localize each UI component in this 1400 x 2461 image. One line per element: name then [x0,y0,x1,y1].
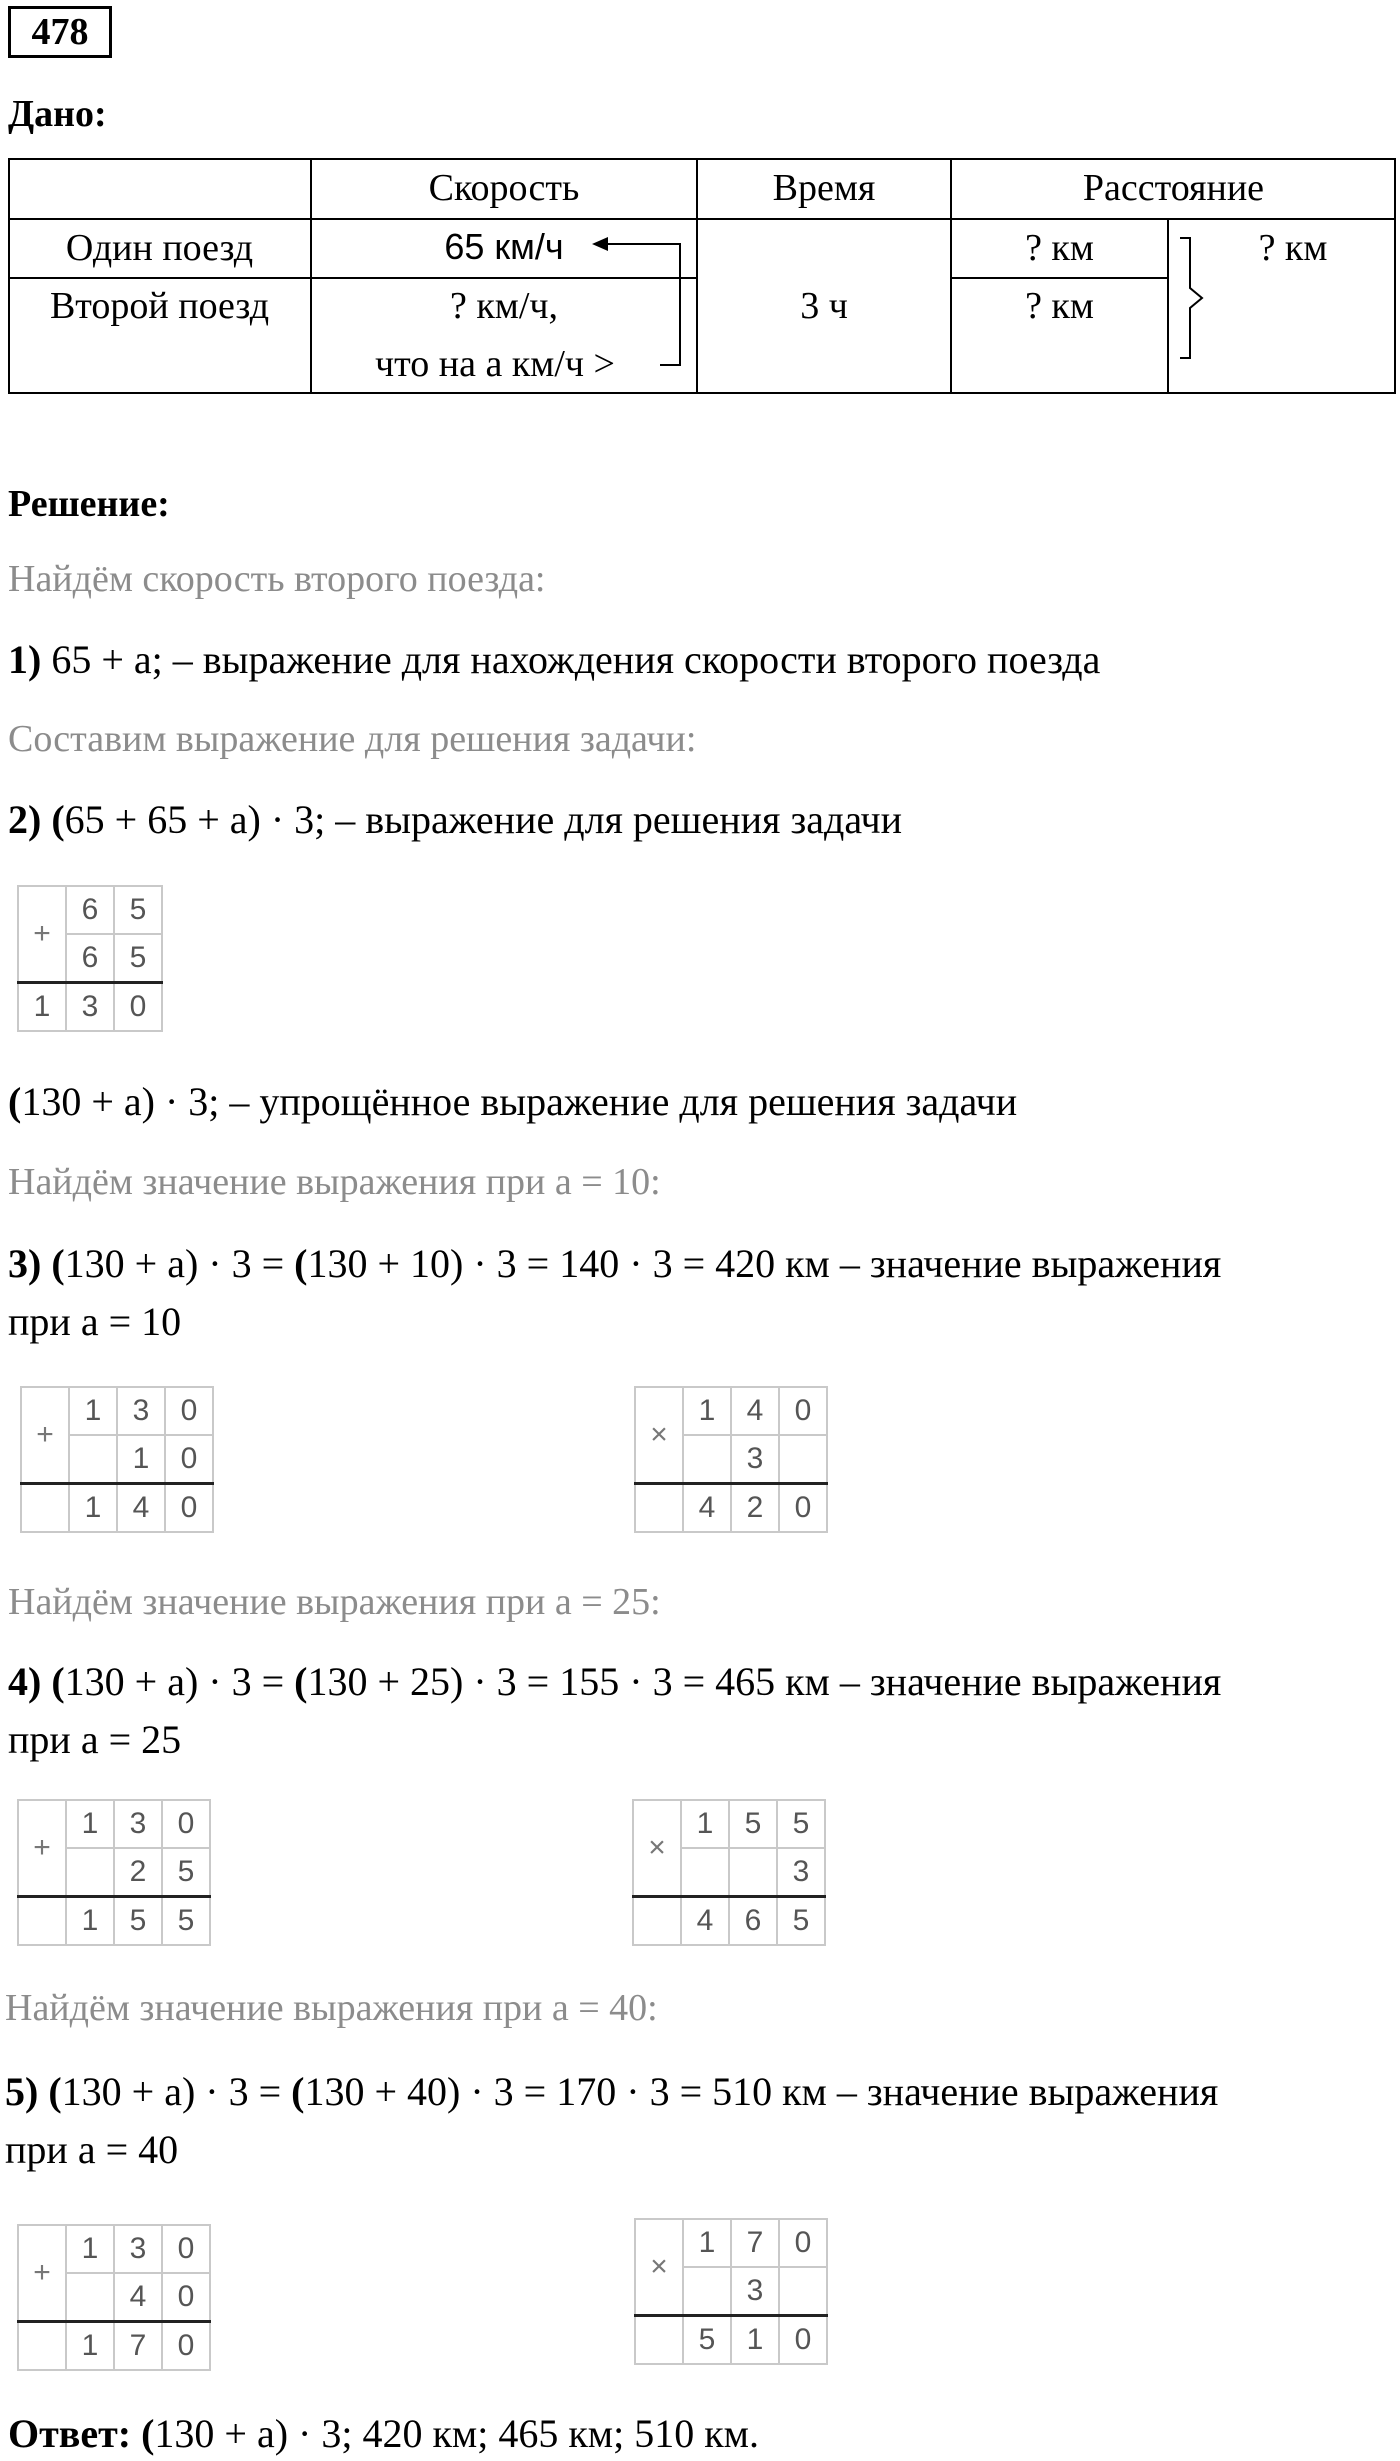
calc-digit: 5 [777,1800,825,1848]
answer [8,2410,759,2457]
answer-label: Ответ: [8,2411,132,2456]
calc-digit: 6 [729,1897,777,1946]
calc-digit: 0 [162,1800,210,1848]
calc-digit: 3 [777,1848,825,1897]
calc-digit: 1 [66,2225,114,2273]
step-1-text: 65 + a; – выражение для нахождения скорости второго поезда [41,637,1101,682]
calc-digit: 0 [779,2219,827,2267]
step-3-text-a: 130 + a) · 3 = [64,1241,295,1286]
calc-digit [681,1848,729,1897]
row2-distance: ? км [1025,285,1094,327]
calc-addition-1 [17,885,163,1032]
header-distance: Расстояние [1082,167,1265,209]
simplified-expression [8,1078,1017,1125]
step-1 [8,636,1100,683]
step-4-text-b: 130 + 25) · 3 = 155 · 3 = 465 км – значение выражения [307,1659,1222,1704]
calc-multiplication-5 [634,2218,828,2365]
step-3-text-b: 130 + 10) · 3 = 140 · 3 = 420 км – значение выражения [307,1241,1222,1286]
row1-speed: 65 км/ч [444,226,564,267]
calc-digit: 3 [114,2225,162,2273]
answer-text: 130 + a) · 3; 420 км; 465 км; 510 км. [154,2411,759,2456]
paren: ( [8,1079,22,1124]
paren: ( [294,1241,308,1286]
row2-speed-line1: ? км/ч, [449,285,559,327]
calc-operator: × [635,1387,683,1484]
calc-digit: 5 [114,934,162,983]
calc-digit: 1 [117,1435,165,1484]
paren: ( [291,2069,305,2114]
row2-speed-line2: что на a км/ч > [375,343,615,385]
calc-digit: 1 [731,2316,779,2365]
hint-3: Найдём значение выражения при a = 10: [8,1161,661,1203]
step-4-text-a: 130 + a) · 3 = [64,1659,295,1704]
calc-operator: + [18,2225,66,2322]
calc-digit: 0 [162,2273,210,2322]
step-5 [5,2068,1218,2115]
hint-1: Найдём скорость второго поезда: [8,558,546,600]
calc-digit [69,1435,117,1484]
calc-operator: + [18,886,66,983]
calc-digit: 4 [117,1484,165,1533]
calc-addition-5 [17,2224,211,2371]
calc-digit: 1 [66,2322,114,2371]
calc-digit: 5 [162,1848,210,1897]
calc-multiplication-4 [632,1799,826,1946]
calc-digit: 1 [66,1800,114,1848]
row1-label: Один поезд [65,227,254,269]
calc-digit: 1 [69,1387,117,1435]
calc-digit: 0 [779,2316,827,2365]
calc-digit: 5 [114,886,162,934]
calc-digit: 3 [114,1800,162,1848]
step-2 [8,796,902,843]
step-2-text: 65 + 65 + a) · 3; – выражение для решения задачи [64,797,903,842]
calc-digit: 3 [731,1435,779,1484]
calc-digit: 5 [162,1897,210,1946]
calc-digit: 6 [66,934,114,983]
calc-digit: 5 [683,2316,731,2365]
step-4 [8,1658,1221,1705]
calc-digit [66,1848,114,1897]
header-time: Время [772,167,876,209]
calc-addition-3 [20,1386,214,1533]
step-2-number: 2) ( [8,797,65,842]
paren: ( [131,2411,155,2456]
calc-digit: 0 [165,1484,213,1533]
step-3-number: 3) ( [8,1241,65,1286]
given-heading: Дано: [8,93,107,135]
calc-digit: 0 [114,983,162,1032]
calc-digit [779,1435,827,1484]
calc-operator: × [633,1800,681,1897]
calc-operator: + [18,1800,66,1897]
calc-digit [683,2267,731,2316]
calc-digit [66,2273,114,2322]
calc-digit: 7 [114,2322,162,2371]
calc-digit: 1 [681,1800,729,1848]
calc-digit: 2 [731,1484,779,1533]
calc-digit: 4 [683,1484,731,1533]
calc-digit: 4 [114,2273,162,2322]
calc-digit: 0 [162,2322,210,2371]
time-value: 3 ч [800,285,848,327]
calc-digit: 3 [117,1387,165,1435]
step-4-number: 4) ( [8,1659,65,1704]
step-5-text-b: 130 + 40) · 3 = 170 · 3 = 510 км – значение выражения [304,2069,1219,2114]
solution-heading: Решение: [8,483,170,525]
calc-digit: 1 [683,1387,731,1435]
step-5-line2: при a = 40 [5,2127,179,2172]
step-5-text-a: 130 + a) · 3 = [61,2069,292,2114]
calc-digit: 0 [779,1387,827,1435]
hint-4: Найдём значение выражения при a = 25: [8,1581,661,1623]
calc-digit: 1 [683,2219,731,2267]
calc-digit: 0 [165,1387,213,1435]
row2-label: Второй поезд [49,285,270,327]
calc-digit: 3 [731,2267,779,2316]
calc-digit [683,1435,731,1484]
calc-digit: 0 [162,2225,210,2273]
calc-digit: 4 [681,1897,729,1946]
calc-operator: × [635,2219,683,2316]
calc-digit: 5 [114,1897,162,1946]
hint-2: Составим выражение для решения задачи: [8,718,697,760]
calc-digit: 1 [66,1897,114,1946]
calc-digit: 5 [729,1800,777,1848]
step-1-number: 1) [8,637,42,682]
step-4-line2: при a = 25 [8,1717,182,1762]
paren: ( [294,1659,308,1704]
given-table [8,158,1396,394]
total-distance: ? км [1258,227,1328,269]
calc-digit: 6 [66,886,114,934]
calc-digit: 7 [731,2219,779,2267]
calc-digit [779,2267,827,2316]
calc-digit: 0 [165,1435,213,1484]
distance-brace [1180,238,1202,358]
task-number: 478 [8,6,112,58]
step-5-number: 5) ( [5,2069,62,2114]
calc-digit: 4 [731,1387,779,1435]
calc-digit [729,1848,777,1897]
calc-operator: + [21,1387,69,1484]
row1-distance: ? км [1025,227,1094,269]
step-3-line2: при a = 10 [8,1299,182,1344]
header-speed: Скорость [428,167,580,209]
calc-digit: 1 [69,1484,117,1533]
calc-digit: 0 [779,1484,827,1533]
calc-digit: 3 [66,983,114,1032]
calc-multiplication-3 [634,1386,828,1533]
step-3 [8,1240,1221,1287]
calc-digit: 5 [777,1897,825,1946]
simplified-text: 130 + a) · 3; – упрощённое выражение для решения задачи [21,1079,1018,1124]
calc-digit: 1 [18,983,66,1032]
calc-digit: 2 [114,1848,162,1897]
calc-addition-4 [17,1799,211,1946]
hint-5: Найдём значение выражения при a = 40: [5,1987,658,2029]
